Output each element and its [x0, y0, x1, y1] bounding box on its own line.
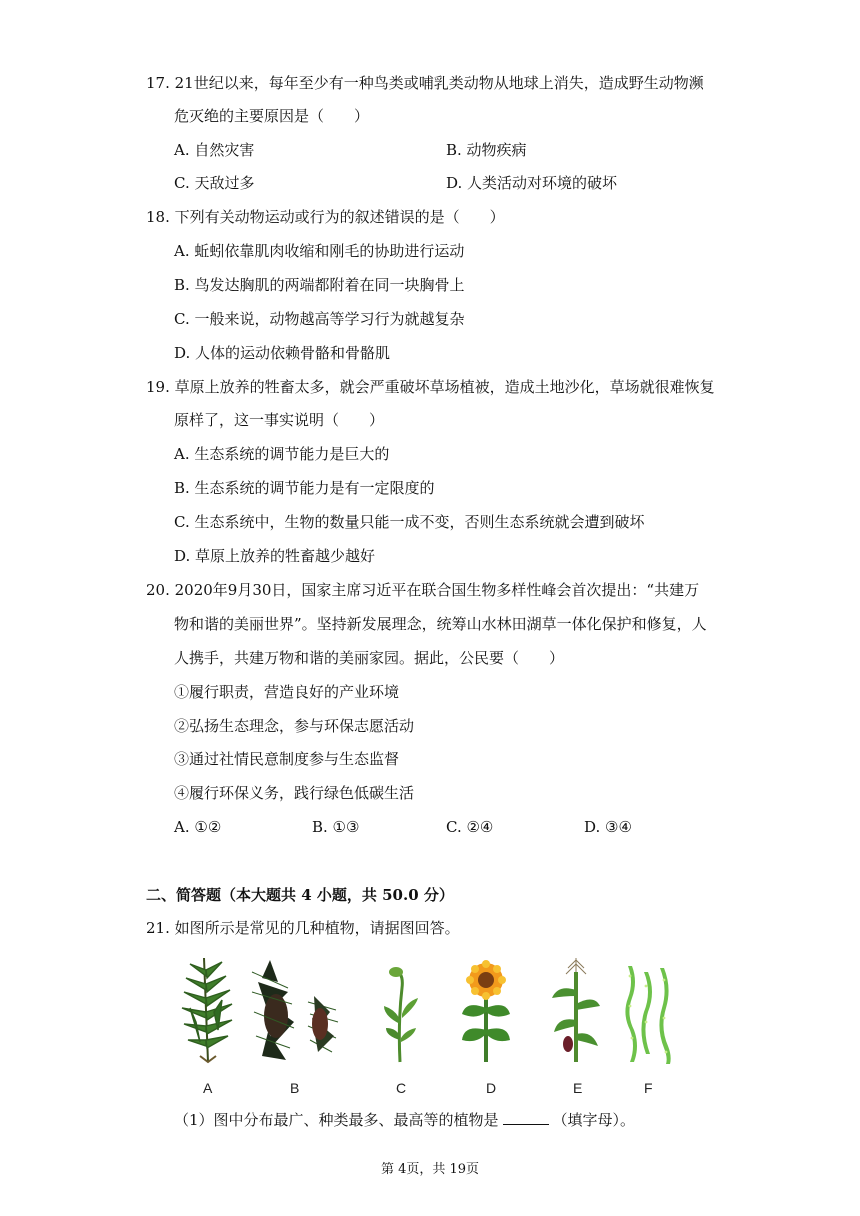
q19-stem-line1: 19. 草原上放养的牲畜太多，就会严重破坏草场植被，造成土地沙化，草场就很难恢复 [146, 378, 715, 396]
q20-item-3: ③通过社情民意制度参与生态监督 [174, 750, 400, 768]
q20-option-b: B. ①③ [312, 818, 360, 836]
q17-option-c: C. 天敌过多 [174, 174, 255, 192]
q20-option-d: D. ③④ [584, 818, 632, 836]
section-title: 二、简答题（本大题共 4 小题，共 50.0 分） [146, 886, 454, 904]
q21-subquestion-1 [174, 1110, 635, 1130]
q20-item-2: ②弘扬生态理念，参与环保志愿活动 [174, 717, 415, 735]
q20-stem-line1: 20. 2020年9月30日，国家主席习近平在联合国生物多样性峰会首次提出：“共建万 [146, 581, 700, 599]
plant-label-a: A [203, 1080, 213, 1096]
q18-option-d: D. 人体的运动依赖骨骼和骨骼肌 [174, 344, 391, 362]
plant-label-d: D [486, 1080, 497, 1096]
q21-stem-line1: 21. 如图所示是常见的几种植物，请据图回答。 [146, 919, 460, 937]
answer-blank[interactable] [503, 1110, 549, 1125]
q17-option-d: D. 人类活动对环境的破坏 [446, 174, 618, 192]
q19-option-d: D. 草原上放养的牲畜越少越好 [174, 547, 376, 565]
plant-label-c: C [396, 1080, 407, 1096]
q21-sub1-text: （1）图中分布最广、种类最多、最高等的植物是 [174, 1111, 499, 1129]
page-footer: 第 4页，共 19页 [380, 1162, 480, 1177]
q17-option-b: B. 动物疾病 [446, 141, 527, 159]
corn-illustration [550, 954, 602, 1068]
plant-label-b: B [290, 1080, 300, 1096]
plant-label-e: E [573, 1080, 583, 1096]
q17-option-a: A. 自然灾害 [174, 141, 255, 159]
q19-option-c: C. 生态系统中，生物的数量只能一成不变，否则生态系统就会遭到破坏 [174, 513, 645, 531]
q17-stem-line1: 17. 21世纪以来，每年至少有一种鸟类或哺乳类动物从地球上消失，造成野生动物濒 [146, 74, 704, 92]
q18-option-b: B. 鸟发达胸肌的两端都附着在同一块胸骨上 [174, 276, 465, 294]
q20-item-1: ①履行职责，营造良好的产业环境 [174, 683, 400, 701]
q21-sub1-suffix: （填字母）。 [552, 1111, 636, 1129]
q20-option-a: A. ①② [174, 818, 222, 836]
q19-option-b: B. 生态系统的调节能力是有一定限度的 [174, 479, 435, 497]
q20-option-c: C. ②④ [446, 818, 494, 836]
seedling-illustration [380, 962, 420, 1068]
q18-option-c: C. 一般来说，动物越高等学习行为就越复杂 [174, 310, 465, 328]
q19-stem-line2: 原样了，这一事实说明（ ） [174, 411, 385, 429]
q18-option-a: A. 蚯蚓依靠肌肉收缩和刚毛的协助进行运动 [174, 242, 465, 260]
q20-stem-line2: 物和谐的美丽世界”。坚持新发展理念，统筹山水林田湖草一体化保护和修复，人 [174, 615, 707, 633]
q17-stem-line2: 危灭绝的主要原因是（ ） [174, 107, 370, 125]
pine-branch-illustration [248, 952, 340, 1068]
q18-stem-line1: 18. 下列有关动物运动或行为的叙述错误的是（ ） [146, 208, 505, 226]
q19-option-a: A. 生态系统的调节能力是巨大的 [174, 445, 390, 463]
q20-stem-line3: 人携手，共建万物和谐的美丽家园。据此，公民要（ ） [174, 649, 565, 667]
sunflower-illustration [458, 960, 514, 1068]
plant-label-f: F [644, 1080, 653, 1096]
algae-illustration [622, 962, 678, 1070]
fern-illustration [178, 952, 240, 1068]
q20-item-4: ④履行环保义务，践行绿色低碳生活 [174, 784, 415, 802]
